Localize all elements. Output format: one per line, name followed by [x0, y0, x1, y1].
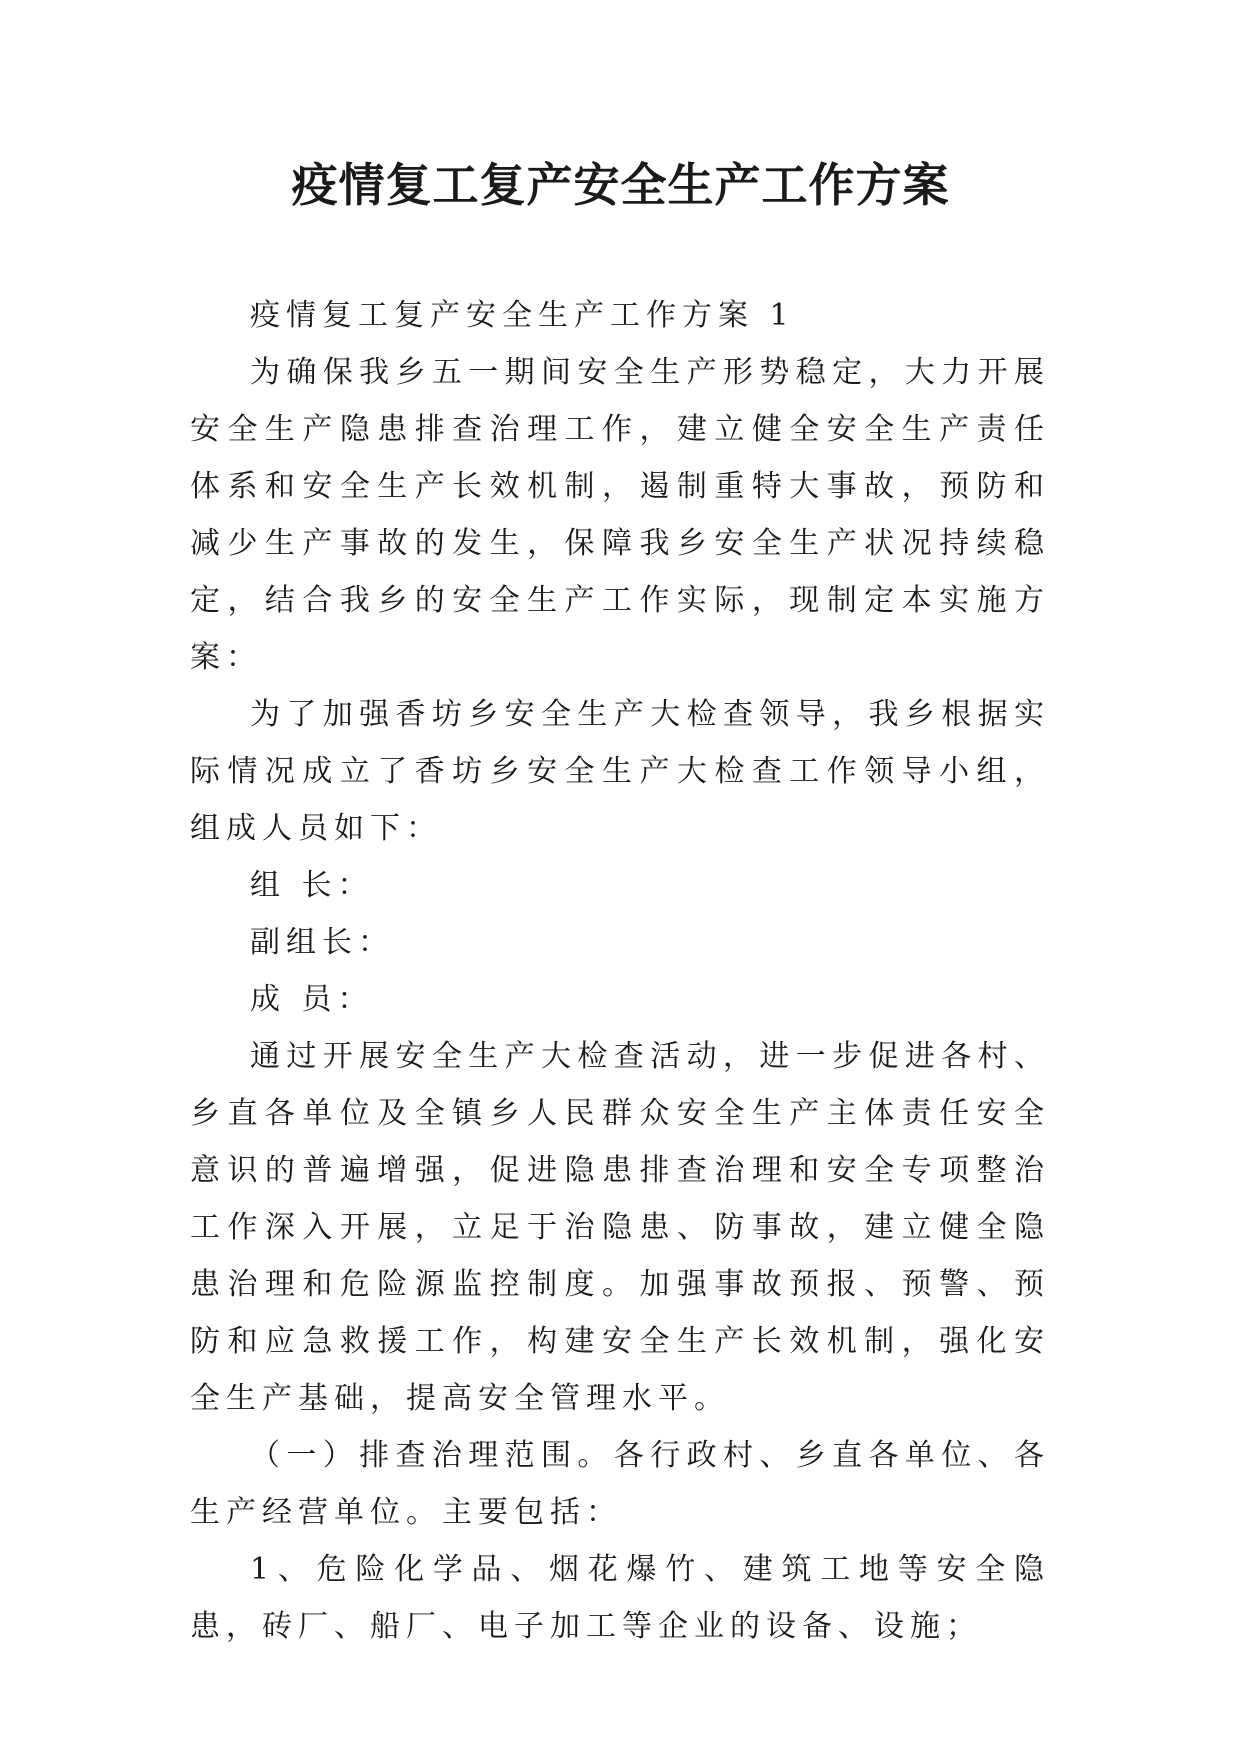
paragraph-deputy-leader: 副组长： — [250, 925, 394, 960]
document-body — [190, 287, 1050, 1655]
paragraph-subtitle: 疫情复工复产安全生产工作方案 1 — [250, 298, 795, 333]
paragraph-scope: （一）排查治理范围。各行政村、乡直各单位、各生产经营单位。主要包括： — [190, 1438, 1050, 1530]
paragraph-leadership: 为了加强香坊乡安全生产大检查领导，我乡根据实际情况成立了香坊乡安全生产大检查工作领导小组，组成人员如下： — [190, 697, 1050, 846]
paragraph-objectives: 通过开展安全生产大检查活动，进一步促进各村、乡直各单位及全镇乡人民群众安全生产主体责任安全意识的普遍增强，促进隐患排查治理和安全专项整治工作深入开展，立足于治隐患、防事故，建立健全隐患治理和危险源监控制度。加强事故预报、预警、预防和应急救援工作，构建安全生产长效机制，强化安全生产基础，提高安全管理水平。 — [190, 1039, 1050, 1416]
document-title: 疫情复工复产安全生产工作方案 — [291, 158, 950, 212]
paragraph-purpose: 为确保我乡五一期间安全生产形势稳定，大力开展安全生产隐患排查治理工作，建立健全安全生产责任体系和安全生产长效机制，遏制重特大事故，预防和减少生产事故的发生，保障我乡安全生产状况持续稳定，结合我乡的安全生产工作实际，现制定本实施方案： — [190, 355, 1050, 675]
paragraph-leader: 组 长： — [250, 868, 374, 903]
paragraph-members: 成 员： — [250, 982, 374, 1017]
paragraph-item-1: 1、危险化学品、烟花爆竹、建筑工地等安全隐患，砖厂、船厂、电子加工等企业的设备、设施； — [190, 1552, 1050, 1644]
